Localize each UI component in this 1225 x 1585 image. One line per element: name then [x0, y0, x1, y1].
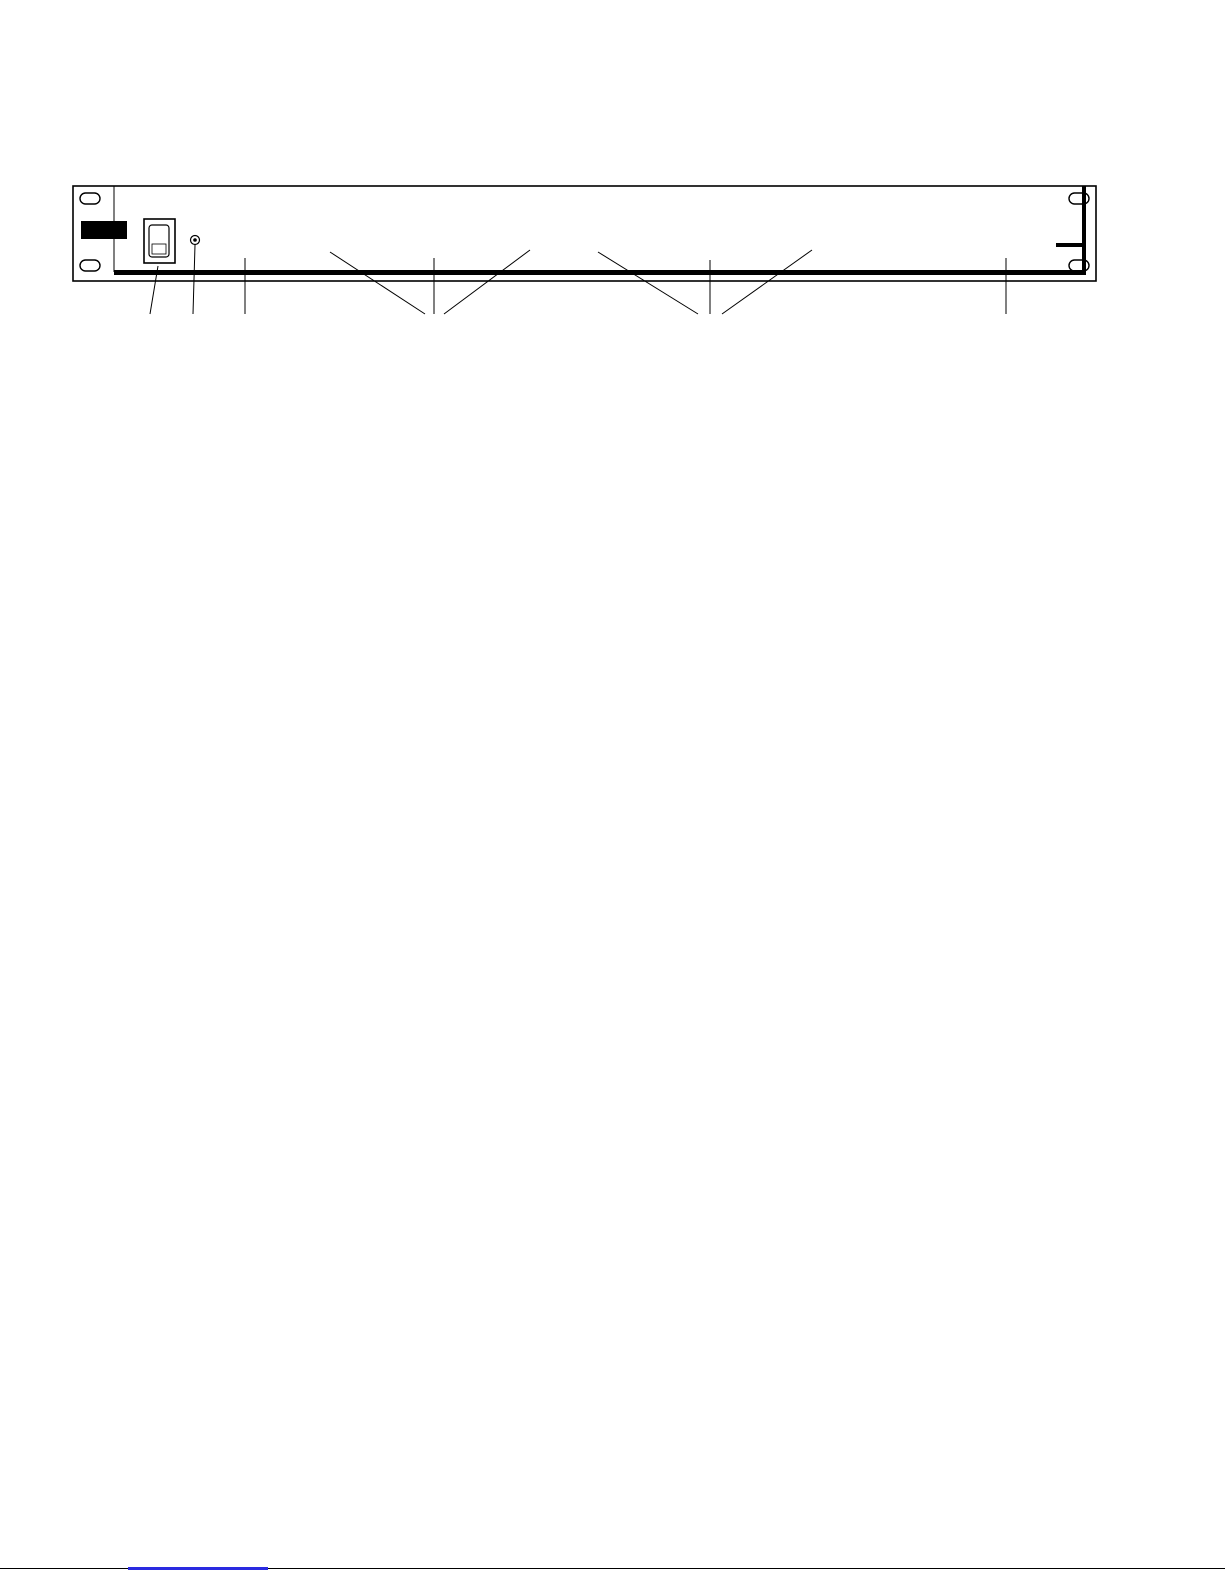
leader-lines [150, 245, 1006, 314]
power-switch[interactable] [144, 219, 175, 263]
footer-link-underline[interactable] [128, 1567, 268, 1570]
model-label [1056, 243, 1086, 247]
rane-logo [81, 221, 127, 239]
rack-slot-bottom-left [80, 260, 100, 271]
rack-slot-top-left [80, 193, 100, 204]
rack-chassis [73, 186, 1096, 281]
power-led [191, 236, 200, 245]
rack-ear-slots [80, 193, 1089, 271]
